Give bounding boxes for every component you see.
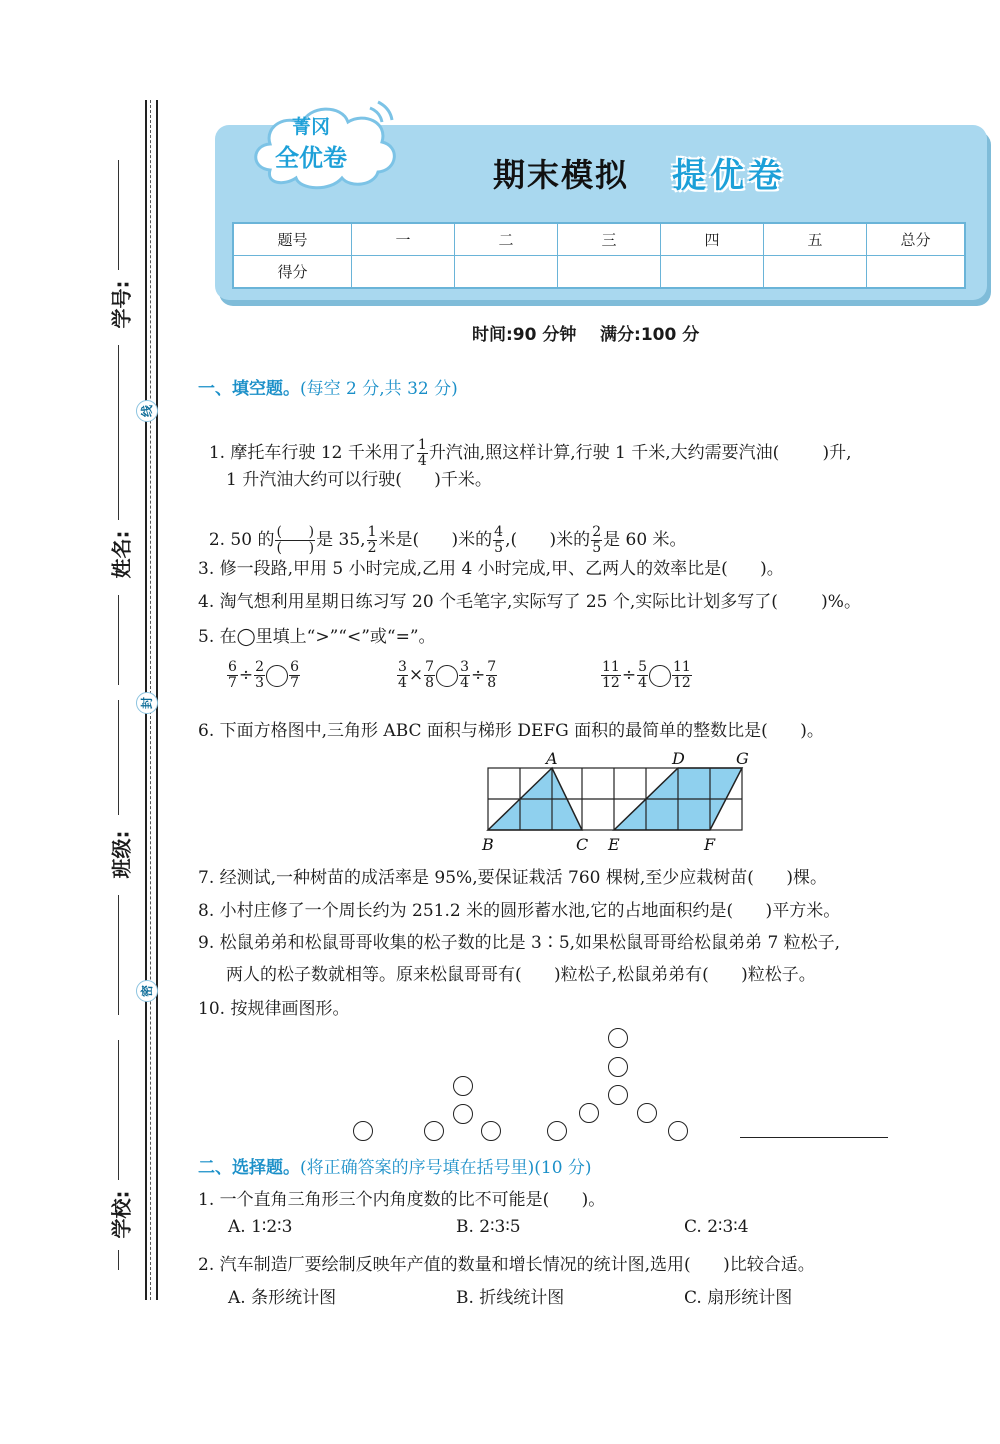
score-table-score-row [233, 256, 965, 289]
q2-text-c: 米是( )米的 [378, 530, 493, 550]
q1-text-b: 升汽油,照这样计算,行驶 1 千米,大约需要汽油( )升, [428, 443, 852, 463]
name-label: 姓名: [109, 530, 134, 579]
student-id-field-tail [118, 345, 119, 435]
question-3: 3. 修一段路,甲用 5 小时完成,乙用 4 小时完成,甲、乙两人的效率比是( )。 [198, 559, 784, 579]
label-b: B [482, 835, 494, 854]
question-1-cont: 1 升汽油大约可以行驶( )千米。 [226, 470, 492, 490]
class-label: 班级: [109, 830, 134, 879]
score-cell: 题号 [233, 223, 352, 256]
section2-note: (将正确答案的序号填在括号里)(10 分) [300, 1158, 592, 1178]
score-input-cell[interactable] [558, 256, 661, 289]
s2-q1-option-b[interactable]: B. 2∶3∶5 [456, 1217, 521, 1237]
score-input-cell[interactable] [764, 256, 867, 289]
class-field-tail [118, 895, 119, 1015]
score-cell: 五 [764, 223, 867, 256]
section2-title: 二、选择题。 [198, 1158, 300, 1178]
q5-item-1: $\frac{6}{7}$ ÷ $\frac{2}{3}$ $\frac{6}{7}$ [228, 659, 300, 691]
pattern-circle [453, 1076, 473, 1096]
compare-circle[interactable] [436, 665, 458, 687]
label-d: D [672, 749, 685, 768]
class-field[interactable] [118, 700, 119, 815]
q2-text-d: ,( )米的 [505, 530, 591, 550]
seal-seal: 封 [136, 692, 158, 714]
question-5: 5. 在◯里填上“>”“<”或“=”。 [198, 627, 436, 647]
pattern-circle [637, 1103, 657, 1123]
q10-answer-line[interactable] [740, 1137, 888, 1138]
q2-text-a: 2. 50 的 [208, 530, 275, 550]
section1-heading [198, 374, 458, 399]
label-e: E [608, 835, 620, 854]
seal-line: 线 [136, 400, 158, 422]
section2-heading [198, 1153, 592, 1178]
pattern-circle [547, 1121, 567, 1141]
q2-fraction-3: $\frac{4}{5}$ [494, 524, 504, 556]
page-subtitle: 提优卷 [672, 156, 786, 196]
score-cell: 一 [352, 223, 455, 256]
q2-fraction-blank[interactable]: $\frac{( )}{( )}$ [276, 524, 315, 556]
name-field[interactable] [118, 430, 119, 520]
question-9: 9. 松鼠弟弟和松鼠哥哥收集的松子数的比是 3∶5,如果松鼠哥哥给松鼠弟弟 7 粒松子, [198, 933, 841, 953]
seal-secret: 密 [136, 980, 158, 1002]
score-cell: 四 [661, 223, 764, 256]
section1-note: (每空 2 分,共 32 分) [300, 379, 458, 399]
question-4: 4. 淘气想利用星期日练习写 20 个毛笔字,实际写了 25 个,实际比计划多写了( )%。 [198, 592, 861, 612]
logo-line2: 全优卷 [275, 144, 347, 172]
score-cell: 得分 [233, 256, 352, 289]
school-field[interactable] [118, 1040, 119, 1180]
question-1 [198, 418, 852, 469]
label-a: A [546, 749, 558, 768]
pattern-circle [353, 1121, 373, 1141]
score-table-header-row [233, 223, 965, 256]
name-field-tail [118, 595, 119, 685]
s2-q1-option-a[interactable]: A. 1∶2∶3 [228, 1217, 293, 1237]
score-input-cell[interactable] [867, 256, 966, 289]
s2-question-1: 1. 一个直角三角形三个内角度数的比不可能是( )。 [198, 1190, 606, 1210]
label-f: F [704, 835, 716, 854]
question-7: 7. 经测试,一种树苗的成活率是 95%,要保证栽活 760 棵树,至少应栽树苗( )棵。 [198, 868, 827, 888]
score-cell: 三 [558, 223, 661, 256]
pattern-circle [608, 1057, 628, 1077]
question-2 [198, 505, 687, 556]
score-input-cell[interactable] [661, 256, 764, 289]
q2-text-b: 是 35, [316, 530, 366, 550]
score-cell: 二 [455, 223, 558, 256]
q5-item-2: $\frac{3}{4}$ × $\frac{7}{8}$ $\frac{3}{4}$ ÷ $\frac{7}{8}$ [398, 659, 497, 691]
pattern-circle [424, 1121, 444, 1141]
s2-q1-option-c[interactable]: C. 2∶3∶4 [684, 1217, 749, 1237]
q1-fraction: $\frac{1}{4}$ [417, 437, 427, 469]
score-cell: 总分 [867, 223, 966, 256]
s2-question-2: 2. 汽车制造厂要绘制反映年产值的数量和增长情况的统计图,选用( )比较合适。 [198, 1255, 815, 1275]
score-input-cell[interactable] [352, 256, 455, 289]
q2-fraction-4: $\frac{2}{5}$ [592, 524, 602, 556]
pattern-circle [608, 1028, 628, 1048]
student-id-field[interactable] [118, 160, 119, 270]
question-6: 6. 下面方格图中,三角形 ABC 面积与梯形 DEFG 面积的最简单的整数比是( )。 [198, 721, 824, 741]
pattern-circle [453, 1104, 473, 1124]
page-title: 期末模拟 [493, 156, 630, 194]
student-id-label: 学号: [109, 280, 134, 329]
label-c: C [576, 835, 589, 854]
q5-item-3: $\frac{11}{12}$ ÷ $\frac{5}{4}$ $\frac{11}{12}$ [602, 659, 691, 691]
q1-text-a: 1. 摩托车行驶 12 千米用了 [208, 443, 416, 463]
time-info: 时间:90 分钟 满分:100 分 [472, 325, 700, 345]
label-g: G [736, 749, 749, 768]
question-8: 8. 小村庄修了一个周长约为 251.2 米的圆形蓄水池,它的占地面积约是( )平方米。 [198, 901, 841, 921]
s2-q2-option-c[interactable]: C. 扇形统计图 [684, 1288, 793, 1308]
question-10: 10. 按规律画图形。 [198, 999, 350, 1019]
q2-fraction-2: $\frac{1}{2}$ [367, 524, 377, 556]
pattern-circle [608, 1085, 628, 1105]
pattern-circle [481, 1121, 501, 1141]
school-field-tail [118, 1250, 119, 1270]
s2-q2-option-b[interactable]: B. 折线统计图 [456, 1288, 565, 1308]
q6-grid-figure [480, 748, 770, 856]
compare-circle[interactable] [266, 665, 288, 687]
s2-q2-option-a[interactable]: A. 条形统计图 [228, 1288, 337, 1308]
score-table [232, 222, 966, 289]
q2-text-e: 是 60 米。 [603, 530, 687, 550]
pattern-circle [579, 1103, 599, 1123]
question-9-cont: 两人的松子数就相等。原来松鼠哥哥有( )粒松子,松鼠弟弟有( )粒松子。 [226, 965, 816, 985]
pattern-circle [668, 1121, 688, 1141]
compare-circle[interactable] [649, 665, 671, 687]
logo-line1: 菁冈 [292, 116, 331, 138]
score-input-cell[interactable] [455, 256, 558, 289]
section1-title: 一、填空题。 [198, 379, 300, 399]
school-label: 学校: [109, 1190, 134, 1239]
